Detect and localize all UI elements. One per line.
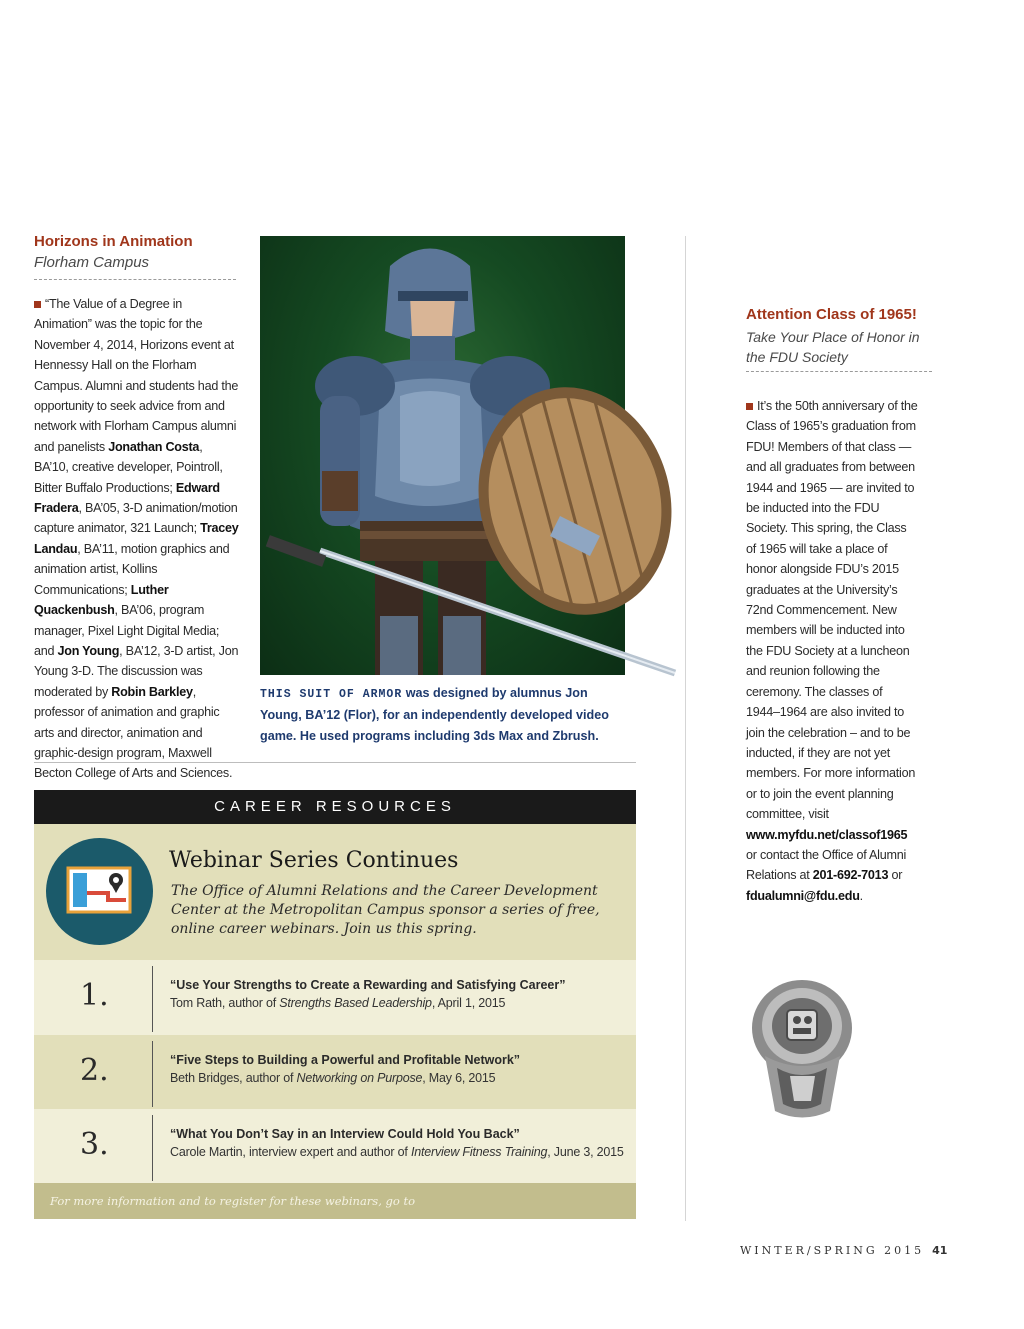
webinar-title: Webinar Series Continues bbox=[169, 848, 459, 873]
class-1965-text: It’s the 50th anniversary of the Class of 1965’s graduation from FDU! Members of that class — and all graduates from between 1944 and 1965 — are invited to be inducted into the FDU Society. This spring, the Class of 1965 will take a place of honor alongside FDU’s 2015 graduates at the University’s 72nd Commencement. New members will be inducted into the FDU Society at a luncheon and reunion following the ceremony. The classes of 1944–1964 are also invited to join the celebration – and to be inducted, if they are not yet members. For more information or to join the event planning committee, visit bbox=[746, 399, 918, 822]
horizons-text: , BA’06, program manager, Pixel Light Digital Media; and bbox=[34, 603, 220, 658]
caption-lead: THIS SUIT OF ARMOR bbox=[260, 688, 403, 701]
webinar-item-title: “What You Don’t Say in an Interview Could Hold You Back” bbox=[170, 1127, 520, 1141]
class-1965-text: or contact the Office of Alumni Relations at bbox=[746, 847, 907, 883]
class-ring-image bbox=[745, 976, 863, 1124]
class-ring-icon bbox=[745, 976, 863, 1124]
horizons-title: Horizons in Animation bbox=[34, 233, 193, 250]
webinar-number: 1. bbox=[80, 978, 109, 1013]
panelist-name: Tracey Landau bbox=[34, 521, 239, 556]
horizons-divider bbox=[34, 279, 236, 280]
horizons-text: “The Value of a Degree in Animation” was the topic for the November 4, 2014, Horizons event at Hennessy Hall on the Florham Campus. Alumni and students had the opportunity to seek advice from and network with Florham Campus alumni and panelists bbox=[34, 297, 239, 454]
bullet-square-icon bbox=[34, 301, 41, 308]
class-1965-text: . bbox=[859, 888, 863, 903]
horizons-text: , BA’11, motion graphics and animation artist, Kollins Communications; bbox=[34, 541, 230, 597]
row-divider bbox=[152, 1115, 153, 1181]
webinar-item-details bbox=[170, 1145, 624, 1159]
webinar-book: Strengths Based Leadership bbox=[279, 996, 432, 1010]
class-1965-divider bbox=[746, 371, 932, 372]
alumni-phone: 201-692-7013 bbox=[812, 868, 889, 883]
webinar-date: , June 3, 2015 bbox=[547, 1145, 624, 1159]
webinar-row bbox=[34, 960, 636, 1035]
caption-text: was designed by alumnus Jon Young, BA’12 (Flor), for an independently developed video game. He used programs including 3ds Max and Zbrush. bbox=[260, 686, 609, 743]
webinar-book: Networking on Purpose bbox=[296, 1071, 423, 1085]
class-1965-link[interactable]: www.myfdu.net/classof1965 bbox=[746, 827, 908, 842]
horizons-text: , professor of animation and graphic arts and director, animation and graphic-design program, Maxwell Becton College of Arts and Sciences. bbox=[34, 684, 233, 781]
horizons-text: , BA’10, creative developer, Pointroll, Bitter Buffalo Productions; bbox=[34, 439, 223, 495]
webinar-number: 3. bbox=[80, 1127, 109, 1162]
armor-knight-image bbox=[260, 236, 625, 675]
page-number: 41 bbox=[932, 1244, 948, 1257]
webinar-row bbox=[34, 1035, 636, 1110]
webinar-item-title: “Five Steps to Building a Powerful and Profitable Network” bbox=[170, 1053, 521, 1067]
map-pin-icon bbox=[46, 838, 153, 945]
class-1965-title: Attention Class of 1965! bbox=[746, 306, 917, 323]
webinar-date: , April 1, 2015 bbox=[431, 996, 506, 1010]
section-divider bbox=[34, 762, 636, 763]
webinar-item-title: “Use Your Strengths to Create a Rewarding and Satisfying Career” bbox=[170, 978, 566, 992]
webinar-item-details bbox=[170, 1071, 495, 1085]
moderator-name: Robin Barkley bbox=[111, 684, 193, 699]
knight-illustration bbox=[260, 236, 680, 675]
career-resources-header: CAREER RESOURCES bbox=[34, 790, 636, 824]
panelist-name: Jon Young bbox=[57, 643, 120, 658]
webinar-presenter: Tom Rath, author of bbox=[170, 996, 280, 1010]
webinar-presenter: Carole Martin, interview expert and author of bbox=[170, 1145, 411, 1159]
panelist-name: Luther Quackenbush bbox=[34, 582, 169, 618]
horizons-text: , BA’05, 3-D animation/motion capture animator, 321 Launch; bbox=[34, 501, 238, 536]
page-folio bbox=[740, 1244, 947, 1257]
webinar-footer bbox=[34, 1183, 636, 1244]
webinar-row bbox=[34, 1109, 636, 1184]
class-1965-subtitle: Take Your Place of Honor in the FDU Society bbox=[746, 329, 920, 365]
horizons-text: , BA’12, 3-D artist, Jon Young 3-D. The discussion was moderated by bbox=[34, 643, 239, 699]
webinar-footer-text: For more information and to register for these webinars, go to bbox=[50, 1194, 416, 1208]
horizons-subtitle: Florham Campus bbox=[34, 254, 150, 271]
panelist-name: Jonathan Costa bbox=[108, 439, 200, 454]
webinar-date: , May 6, 2015 bbox=[422, 1071, 496, 1085]
issue-label: WINTER/SPRING 2015 bbox=[740, 1244, 925, 1257]
row-divider bbox=[152, 1041, 153, 1107]
row-divider bbox=[152, 966, 153, 1032]
bullet-square-icon bbox=[746, 403, 753, 410]
horizons-body bbox=[34, 294, 240, 784]
webinar-item-details bbox=[170, 996, 505, 1010]
alumni-email-link[interactable]: fdualumni@fdu.edu bbox=[746, 888, 860, 903]
image-caption bbox=[260, 683, 630, 746]
panelist-name: Edward Fradera bbox=[34, 480, 220, 516]
column-divider bbox=[685, 236, 686, 1221]
class-1965-body bbox=[746, 396, 918, 906]
webinar-presenter: Beth Bridges, author of bbox=[170, 1071, 297, 1085]
webinar-number: 2. bbox=[80, 1053, 109, 1088]
class-1965-text: or bbox=[888, 868, 903, 883]
webinar-description: The Office of Alumni Relations and the Career Development Center at the Metropolitan Campus sponsor a series of free, online career webinars. Join us this spring. bbox=[171, 883, 600, 937]
webinar-book: Interview Fitness Training bbox=[410, 1145, 548, 1159]
webinar-map-icon bbox=[46, 838, 153, 945]
webinar-registration-link[interactable]: www.expertwebinarseries.com/fdualumni. bbox=[50, 1230, 319, 1244]
